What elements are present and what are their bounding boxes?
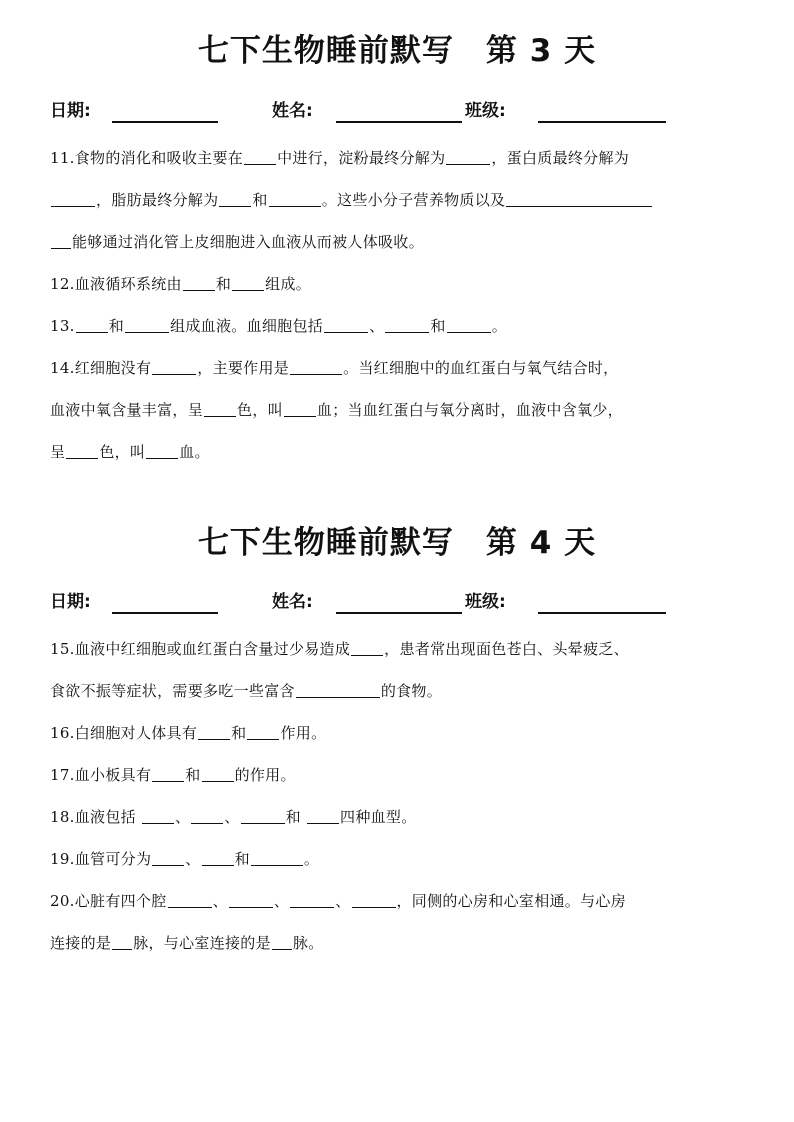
answer-blank[interactable] bbox=[66, 443, 98, 459]
answer-blank[interactable] bbox=[152, 850, 184, 866]
question-11-line-1: 11.食物的消化和吸收主要在 中进行，淀粉最终分解为 ，蛋白质最终分解为 bbox=[50, 149, 630, 167]
answer-blank[interactable] bbox=[351, 640, 383, 656]
answer-blank[interactable] bbox=[125, 317, 169, 333]
answer-blank[interactable] bbox=[219, 191, 251, 207]
answer-blank[interactable] bbox=[198, 724, 230, 740]
answer-blank[interactable] bbox=[244, 149, 276, 165]
student-info-row-day4 bbox=[0, 590, 794, 614]
worksheet-title-day4: 七下生物睡前默写 第 4 天 bbox=[197, 525, 597, 561]
class-label: 班级: bbox=[465, 101, 506, 121]
question-13: 13. 和 组成血液。血细胞包括 、 和 。 bbox=[50, 317, 508, 335]
answer-blank[interactable] bbox=[290, 359, 342, 375]
question-20-line-1: 20.心脏有四个腔 、 、 、 ，同侧的心房和心室相通。与心房 bbox=[50, 892, 627, 910]
question-15-line-2: 食欲不振等症状，需要多吃一些富含 的食物。 bbox=[50, 682, 443, 700]
date-label: 日期: bbox=[50, 101, 91, 121]
answer-blank[interactable] bbox=[183, 275, 215, 291]
answer-blank[interactable] bbox=[146, 443, 178, 459]
name-label: 姓名: bbox=[272, 592, 313, 612]
answer-blank[interactable] bbox=[251, 850, 303, 866]
answer-blank[interactable] bbox=[51, 191, 95, 207]
answer-blank[interactable] bbox=[290, 892, 334, 908]
answer-blank[interactable] bbox=[202, 850, 234, 866]
name-label: 姓名: bbox=[272, 101, 313, 121]
answer-blank[interactable] bbox=[506, 191, 652, 207]
answer-blank[interactable] bbox=[247, 724, 279, 740]
answer-blank[interactable] bbox=[324, 317, 368, 333]
date-label: 日期: bbox=[50, 592, 91, 612]
answer-blank[interactable] bbox=[241, 808, 285, 824]
answer-blank[interactable] bbox=[296, 682, 380, 698]
question-18: 18.血液包括 、 、 和 四种血型。 bbox=[50, 808, 417, 826]
answer-blank[interactable] bbox=[307, 808, 339, 824]
answer-blank[interactable] bbox=[204, 401, 236, 417]
date-field[interactable] bbox=[112, 121, 218, 123]
student-info-row-day3 bbox=[0, 99, 794, 123]
question-11-line-3: 能够通过消化管上皮细胞进入血液从而被人体吸收。 bbox=[50, 231, 750, 253]
answer-blank[interactable] bbox=[76, 317, 108, 333]
answer-blank[interactable] bbox=[168, 892, 212, 908]
question-15-line-1: 15.血液中红细胞或血红蛋白含量过少易造成 ，患者常出现面色苍白、头晕疲乏、 bbox=[50, 640, 629, 658]
question-16: 16.白细胞对人体具有 和 作用。 bbox=[50, 724, 327, 742]
answer-blank[interactable] bbox=[51, 233, 71, 249]
answer-blank[interactable] bbox=[112, 934, 132, 950]
class-field[interactable] bbox=[538, 121, 666, 123]
question-14-line-3: 呈 色，叫 血。 bbox=[50, 443, 210, 461]
answer-blank[interactable] bbox=[447, 317, 491, 333]
answer-blank[interactable] bbox=[229, 892, 273, 908]
question-17: 17.血小板具有 和 的作用。 bbox=[50, 766, 296, 784]
name-field[interactable] bbox=[336, 612, 462, 614]
question-19: 19.血管可分为 、 和 。 bbox=[50, 850, 320, 868]
question-12: 12.血液循环系统由 和 组成。 bbox=[50, 275, 312, 293]
answer-blank[interactable] bbox=[269, 191, 321, 207]
answer-blank[interactable] bbox=[232, 275, 264, 291]
class-field[interactable] bbox=[538, 612, 666, 614]
answer-blank[interactable] bbox=[152, 359, 196, 375]
answer-blank[interactable] bbox=[446, 149, 490, 165]
date-field[interactable] bbox=[112, 612, 218, 614]
question-20-line-2: 连接的是 脉，与心室连接的是 脉。 bbox=[50, 934, 324, 952]
question-14-line-2: 血液中氧含量丰富，呈 色，叫 血；当血红蛋白与氧分离时，血液中含氧少， bbox=[50, 401, 623, 419]
worksheet-title-day3: 七下生物睡前默写 第 3 天 bbox=[197, 33, 597, 69]
answer-blank[interactable] bbox=[272, 934, 292, 950]
question-14-line-1: 14.红细胞没有 ，主要作用是 。当红细胞中的血红蛋白与氧气结合时， bbox=[50, 359, 619, 377]
answer-blank[interactable] bbox=[202, 766, 234, 782]
answer-blank[interactable] bbox=[352, 892, 396, 908]
answer-blank[interactable] bbox=[152, 766, 184, 782]
name-field[interactable] bbox=[336, 121, 462, 123]
answer-blank[interactable] bbox=[284, 401, 316, 417]
answer-blank[interactable] bbox=[385, 317, 429, 333]
class-label: 班级: bbox=[465, 592, 506, 612]
question-11-line-2: ，脂肪最终分解为 和 。这些小分子营养物质以及 bbox=[50, 189, 750, 211]
answer-blank[interactable] bbox=[191, 808, 223, 824]
answer-blank[interactable] bbox=[142, 808, 174, 824]
